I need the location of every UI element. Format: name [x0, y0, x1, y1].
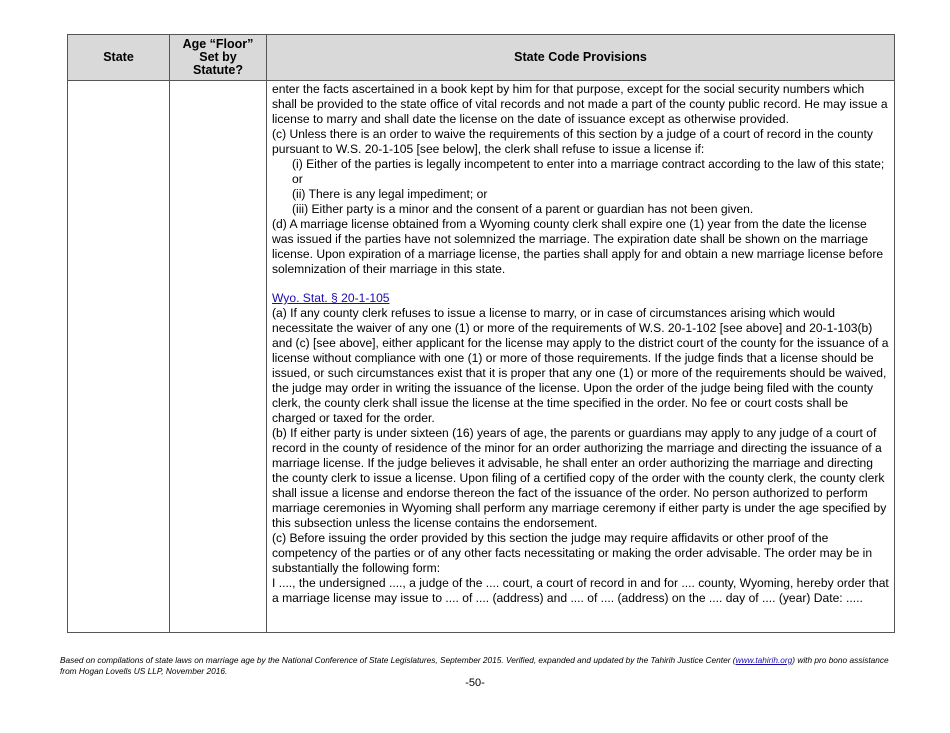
header-age-floor-line1: Age “Floor”: [182, 37, 254, 51]
header-state-label: State: [103, 50, 134, 64]
footer-note-text-end: ) with pro bono assistance from Hogan Lovells US LLP, November 2016.: [60, 655, 889, 676]
header-age-floor: [169, 35, 267, 80]
footer-link[interactable]: www.tahirih.org: [735, 655, 793, 665]
header-provisions: [267, 35, 894, 80]
provision-paragraph: (d) A marriage license obtained from a Wyoming county clerk shall expire one (1) year from the date the license was issued if the parties have not solemnized the marriage. The expiration date shall be shown on the marriage license. Upon expiration of a marriage license, the parties shall apply for and obtain a new marriage license before solemnization of their marriage in this state.: [272, 217, 884, 276]
page-number: -50-: [465, 677, 485, 689]
statute-link[interactable]: Wyo. Stat. § 20-1-105: [272, 291, 390, 305]
provision-paragraph: (c) Unless there is an order to waive the requirements of this section by a judge of a court of record in the county pursuant to W.S. 20-1-105 [see below], the clerk shall refuse to issue a license if:: [272, 127, 873, 156]
provision-paragraph: (c) Before issuing the order provided by this section the judge may require affidavits or other proof of the competency of the parties or of any other facts necessitating or making the order advisable. The order may be in substantially the following form:: [272, 531, 873, 575]
statute-table: [67, 34, 895, 633]
provision-paragraph: I ...., the undersigned ...., a judge of the .... court, a court of record in and for .... county, Wyoming, hereby order that a marriage license may issue to .... of .... (address) and .... of .... (address) on the .... day of .... (year) Date: .....: [272, 576, 889, 605]
header-age-floor-line2: Set by: [199, 50, 237, 64]
provision-paragraph: (a) If any county clerk refuses to issue a license to marry, or in case of circumstances arising which would necessitate the waiver of any one (1) or more of the requirements of W.S. 20-1-102 [see above] and 20-1-103(b) and (c) [see above], either applicant for the license may apply to the district court of the county for the issuance of a license without compliance with one (1) or more of those requirements. If the judge finds that a license should be issued, or such circumstances exist that it is proper that any one (1) or more of the requirements should be waived, the judge may order in writing the issuance of the license. Upon the order of the judge being filed with the county clerk, the county clerk shall issue the license at the time specified in the order. No fee or court costs shall be charged or taxed for the order.: [272, 306, 889, 425]
provision-paragraph: enter the facts ascertained in a book kept by him for that purpose, except for the social security numbers which shall be provided to the state office of vital records and not made a part of the county public record. He may issue a license to marry and shall date the license on the date of issuance except as otherwise provided.: [272, 82, 888, 126]
provision-subparagraph: (iii) Either party is a minor and the consent of a parent or guardian has not been given.: [292, 202, 754, 216]
footer-note: [60, 655, 900, 676]
header-state: [68, 35, 169, 80]
footer-note-text: Based on compilations of state laws on marriage age by the National Conference of State Legislatures, September 2015. Verified, expanded and updated by the Tahirih Justice Center (: [60, 655, 736, 665]
column-divider: [169, 35, 170, 632]
header-provisions-label: State Code Provisions: [514, 50, 647, 64]
column-divider: [266, 35, 267, 632]
provision-subparagraph: (i) Either of the parties is legally incompetent to enter into a marriage contract according to the law of this state; or: [292, 157, 885, 186]
provision-paragraph: (b) If either party is under sixteen (16) years of age, the parents or guardians may apply to any judge of a court of record in the county of residence of the minor for an order authorizing the marriage and directing the issuance of a marriage license. If the judge believes it advisable, he shall enter an order authorizing the marriage and directing the county clerk to issue a license. Upon filing of a certified copy of the order with the county clerk, the county clerk shall issue a license and endorse thereon the fact of the issuance of the order. No person authorized to perform marriage ceremonies in Wyoming shall perform any marriage ceremony if either party is under the age specified by this subsection unless the license contains the endorsement.: [272, 426, 887, 530]
spacer: [272, 277, 890, 291]
provision-subparagraph: (ii) There is any legal impediment; or: [292, 187, 488, 201]
provisions-cell: [272, 82, 890, 606]
header-age-floor-line3: Statute?: [193, 63, 243, 77]
table-header: [68, 35, 894, 81]
